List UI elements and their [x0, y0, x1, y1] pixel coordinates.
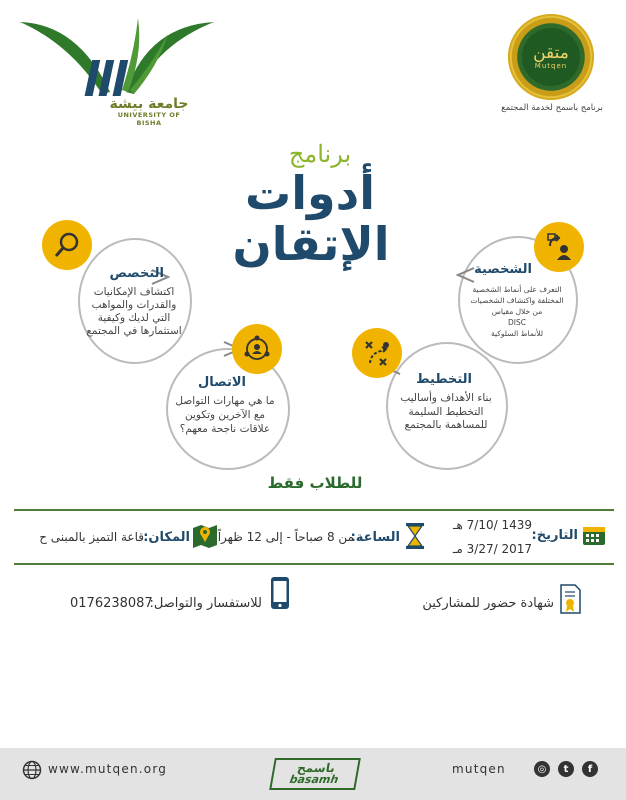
seal-arabic-text: متقن [533, 43, 569, 63]
calendar-icon [582, 524, 606, 546]
mobile-phone-icon [270, 576, 290, 610]
topic-body-line: المختلفة واكتشاف الشخصيات [470, 296, 564, 305]
place-label: المكان: [143, 530, 190, 545]
topic-body-specialization: اكتشاف الإمكانيات والقدرات والمواهب التي لديك وكيفية استثمارها في المجتمع [86, 286, 182, 337]
map-location-icon [192, 522, 218, 548]
university-name-english: UNIVERSITY OF BISHA [117, 111, 181, 127]
instagram-icon[interactable]: ◎ [534, 761, 550, 777]
certificate-note: شهادة حضور للمشاركين [422, 596, 554, 611]
divider-bottom [14, 563, 614, 565]
contact-label: للاستفسار والتواصل: [149, 596, 262, 611]
program-title-line1: أدوات [245, 166, 375, 220]
topic-body-communication: ما هي مهارات التواصل مع الآخرين وتكوين علاقات ناجحة معهم؟ [175, 395, 275, 435]
place-value: قاعة التميز بالمبنى ح [39, 530, 144, 544]
social-handle[interactable]: mutqen [452, 762, 506, 776]
divider-top [14, 509, 614, 511]
hourglass-icon [404, 522, 426, 550]
mutqen-seal-logo [508, 14, 594, 100]
contact-phone[interactable]: 0176238087 [70, 596, 153, 611]
topic-title-specialization: التخصص [109, 266, 164, 281]
sponsor-arabic: باسمح [296, 761, 337, 775]
date-hijri: 1439 /7/10 هـ [452, 518, 532, 532]
website-link[interactable]: www.mutqen.org [48, 762, 168, 776]
topic-title-planning: التخطيط [416, 372, 472, 387]
globe-icon [22, 760, 42, 780]
network-people-icon [232, 324, 282, 374]
time-value: من 8 صباحاً - إلى 12 ظهراً [217, 530, 354, 544]
basamh-sponsor-logo [269, 758, 361, 790]
program-title-line2: الإتقان [232, 217, 390, 271]
person-exchange-icon [534, 222, 584, 272]
twitter-icon[interactable]: t [558, 761, 574, 777]
university-name-arabic: جامعة بيشة [109, 96, 189, 112]
topic-body-line: DISC [508, 318, 526, 327]
audience-note: للطلاب فقط [267, 474, 363, 492]
topic-body-planning: بناء الأهداف وأساليب التخطيط السليمة للمساهمة بالمجتمع [400, 392, 492, 431]
topic-body-line: للأنماط السلوكية [490, 329, 544, 338]
topic-title-communication: الاتصال [198, 375, 246, 390]
date-label: التاريخ: [531, 528, 578, 543]
program-label: برنامج [288, 140, 352, 168]
date-gregorian: 2017 /3/27 مـ [452, 542, 532, 556]
sponsor-english: basamh [288, 773, 340, 786]
seal-english-text: Mutqen [534, 62, 568, 70]
certificate-icon [558, 584, 582, 614]
topic-body-line: التعرف على أنماط الشخصية [472, 285, 562, 294]
magnifier-icon [42, 220, 92, 270]
topic-body-line: من خلال مقياس [491, 307, 543, 316]
strategy-plan-icon [352, 328, 402, 378]
mutqen-tagline: برنامج باسمح لخدمة المجتمع [501, 103, 603, 113]
topic-body-personality [464, 284, 570, 339]
topic-title-personality: الشخصية [474, 262, 532, 277]
time-label: الساعة: [350, 530, 400, 545]
facebook-icon[interactable]: f [582, 761, 598, 777]
